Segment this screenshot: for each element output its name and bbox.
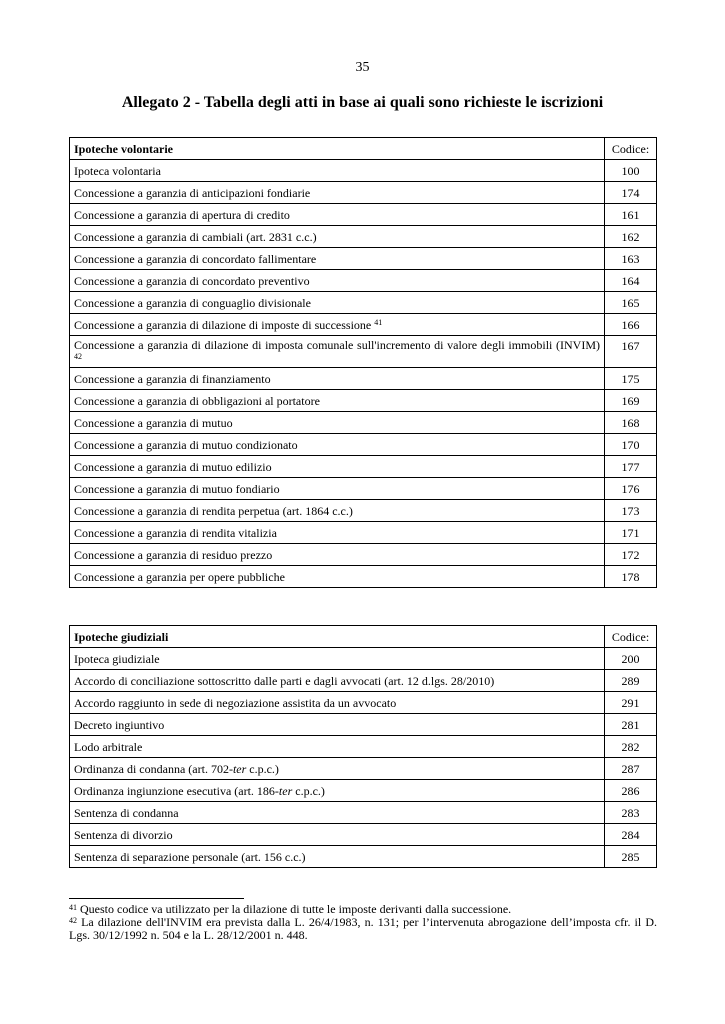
table-row <box>70 182 657 204</box>
footnote-text: La dilazione dell'INVIM era prevista dalla L. 26/4/1983, n. 131; per l’intervenuta abrogazione dell’imposta cfr. il D. Lgs. 30/12/1992 n. 504 e la L. 28/12/2001 n. 448. <box>69 915 657 942</box>
row-code: 173 <box>605 500 657 522</box>
row-name: Concessione a garanzia di finanziamento <box>70 368 605 390</box>
table-row <box>70 780 657 802</box>
row-code: 200 <box>605 648 657 670</box>
row-name: Concessione a garanzia di rendita perpetua (art. 1864 c.c.) <box>70 500 605 522</box>
table-row <box>70 270 657 292</box>
row-name: Concessione a garanzia di anticipazioni fondiarie <box>70 182 605 204</box>
row-name: Sentenza di divorzio <box>70 824 605 846</box>
row-name: Accordo di conciliazione sottoscritto dalle parti e dagli avvocati (art. 12 d.lgs. 28/2010) <box>70 670 605 692</box>
table-row <box>70 248 657 270</box>
row-name: Concessione a garanzia di cambiali (art. 2831 c.c.) <box>70 226 605 248</box>
row-code: 174 <box>605 182 657 204</box>
table-row <box>70 692 657 714</box>
table-row <box>70 160 657 182</box>
row-code: 168 <box>605 412 657 434</box>
row-name: Decreto ingiuntivo <box>70 714 605 736</box>
table-row <box>70 566 657 588</box>
row-name: Concessione a garanzia di apertura di credito <box>70 204 605 226</box>
row-name-cell <box>70 780 605 802</box>
footnote-ref[interactable]: 42 <box>74 351 82 361</box>
row-name: Concessione a garanzia di mutuo fondiario <box>70 478 605 500</box>
row-name: Concessione a garanzia di mutuo condizionato <box>70 434 605 456</box>
row-code: 165 <box>605 292 657 314</box>
footnote-ref[interactable]: 41 <box>374 317 383 327</box>
table-header-label: Ipoteche volontarie <box>70 138 605 160</box>
table-ipoteche-giudiziali <box>69 625 657 868</box>
row-name-cell <box>70 758 605 780</box>
table-row <box>70 390 657 412</box>
table-row <box>70 478 657 500</box>
table-header-row <box>70 626 657 648</box>
row-name: Concessione a garanzia di obbligazioni al portatore <box>70 390 605 412</box>
table-row <box>70 802 657 824</box>
row-name-cell <box>70 314 605 336</box>
table-row <box>70 292 657 314</box>
row-name-italic: ter <box>232 761 247 776</box>
table-row <box>70 824 657 846</box>
row-code: 172 <box>605 544 657 566</box>
row-name: Sentenza di separazione personale (art. 156 c.c.) <box>70 846 605 868</box>
footnote <box>69 916 657 942</box>
row-code: 283 <box>605 802 657 824</box>
row-code: 100 <box>605 160 657 182</box>
table-row <box>70 500 657 522</box>
row-code: 287 <box>605 758 657 780</box>
table-row <box>70 434 657 456</box>
table-row <box>70 670 657 692</box>
row-name-part: c.p.c.) <box>292 783 325 798</box>
row-name-part: c.p.c.) <box>246 761 279 776</box>
row-name: Accordo raggiunto in sede di negoziazione assistita da un avvocato <box>70 692 605 714</box>
footnotes <box>69 903 657 942</box>
row-name: Concessione a garanzia di dilazione di imposte di successione <box>74 317 372 332</box>
row-name: Concessione a garanzia per opere pubbliche <box>70 566 605 588</box>
code-header: Codice: <box>605 138 657 160</box>
row-name-cell <box>70 336 605 368</box>
row-code: 175 <box>605 368 657 390</box>
row-name-part: Ordinanza di condanna (art. 702- <box>74 761 233 776</box>
row-name: Concessione a garanzia di conguaglio divisionale <box>70 292 605 314</box>
row-code: 171 <box>605 522 657 544</box>
row-name: Concessione a garanzia di mutuo edilizio <box>70 456 605 478</box>
row-code: 286 <box>605 780 657 802</box>
row-code: 282 <box>605 736 657 758</box>
row-code: 166 <box>605 314 657 336</box>
footnote-separator <box>69 898 244 899</box>
table-row <box>70 336 657 368</box>
code-header: Codice: <box>605 626 657 648</box>
table-row <box>70 648 657 670</box>
row-code: 170 <box>605 434 657 456</box>
row-name: Concessione a garanzia di concordato preventivo <box>70 270 605 292</box>
row-code: 167 <box>605 336 657 368</box>
row-name: Concessione a garanzia di mutuo <box>70 412 605 434</box>
row-name: Concessione a garanzia di dilazione di imposta comunale sull'incremento di valore degli immobili (INVIM) <box>74 337 600 352</box>
table-row <box>70 368 657 390</box>
row-code: 291 <box>605 692 657 714</box>
table-header-row <box>70 138 657 160</box>
row-code: 284 <box>605 824 657 846</box>
page-number: 35 <box>355 60 370 75</box>
row-name: Ipoteca volontaria <box>70 160 605 182</box>
row-code: 176 <box>605 478 657 500</box>
table-row <box>70 846 657 868</box>
table-row <box>70 714 657 736</box>
footnote-number: 41 <box>69 903 77 912</box>
table-row <box>70 758 657 780</box>
row-code: 162 <box>605 226 657 248</box>
row-code: 285 <box>605 846 657 868</box>
row-name: Concessione a garanzia di rendita vitalizia <box>70 522 605 544</box>
document-title: Allegato 2 - Tabella degli atti in base ai quali sono richieste le iscrizioni <box>121 94 604 111</box>
row-code: 178 <box>605 566 657 588</box>
footnote-text: Questo codice va utilizzato per la dilazione di tutte le imposte derivanti dalla successione. <box>77 902 512 916</box>
table-row <box>70 226 657 248</box>
footnote-number: 42 <box>69 916 77 925</box>
row-code: 281 <box>605 714 657 736</box>
row-code: 161 <box>605 204 657 226</box>
table-row <box>70 544 657 566</box>
table-row <box>70 456 657 478</box>
row-code: 289 <box>605 670 657 692</box>
row-name: Sentenza di condanna <box>70 802 605 824</box>
table-row <box>70 522 657 544</box>
table-row <box>70 314 657 336</box>
row-code: 163 <box>605 248 657 270</box>
row-code: 177 <box>605 456 657 478</box>
row-name-part: Ordinanza ingiunzione esecutiva (art. 186- <box>74 783 279 798</box>
table-row <box>70 736 657 758</box>
row-name: Ipoteca giudiziale <box>70 648 605 670</box>
row-name-italic: ter <box>278 783 293 798</box>
row-name: Concessione a garanzia di residuo prezzo <box>70 544 605 566</box>
table-ipoteche-volontarie <box>69 137 657 588</box>
row-code: 169 <box>605 390 657 412</box>
table-row <box>70 412 657 434</box>
row-name: Concessione a garanzia di concordato fallimentare <box>70 248 605 270</box>
table-row <box>70 204 657 226</box>
row-name: Lodo arbitrale <box>70 736 605 758</box>
table-header-label: Ipoteche giudiziali <box>70 626 605 648</box>
row-code: 164 <box>605 270 657 292</box>
